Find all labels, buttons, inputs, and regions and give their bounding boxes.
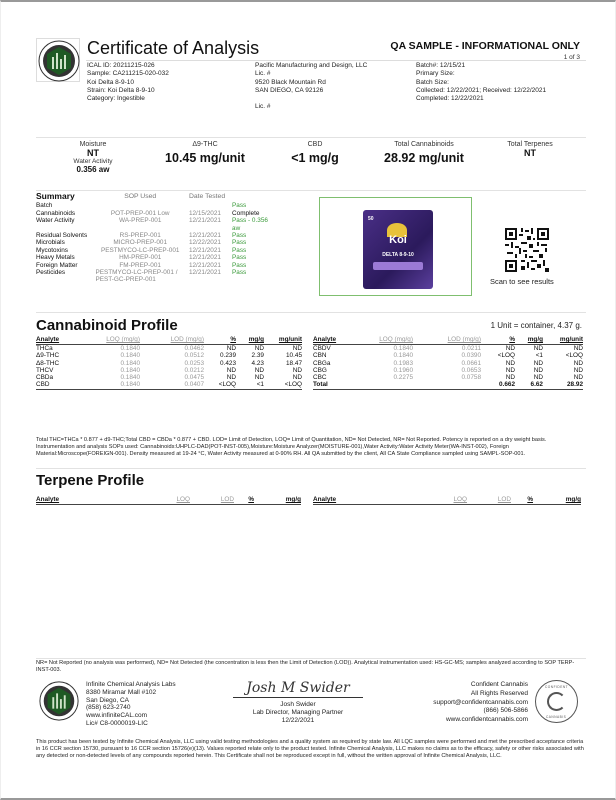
table-header: [36, 336, 302, 345]
date: 12/21/2021: [188, 254, 221, 262]
client-name: Pacific Manufacturing and Design, LLC: [255, 62, 368, 69]
header-divider: [86, 60, 586, 61]
confident-cannabis-logo-icon: [535, 680, 578, 723]
analyte: CBC: [313, 374, 327, 382]
qr-code-icon[interactable]: [505, 228, 549, 272]
kpi-moisture: [58, 141, 128, 174]
kpi-value: 10.45 mg/unit: [165, 151, 245, 165]
signature-block: [233, 680, 363, 724]
mgg: ND: [533, 366, 543, 374]
lod: 0.0758: [461, 374, 481, 382]
lod: 0.0512: [184, 352, 204, 360]
mgunit: ND: [292, 345, 302, 352]
lab-phone: (858) 623-2740: [86, 704, 131, 712]
mgunit: <LOQ: [264, 381, 302, 389]
section-divider: [36, 468, 586, 469]
col-percent: %: [204, 336, 236, 345]
percent: ND: [505, 366, 515, 374]
strain: Strain: Koi Delta 8-9-10: [87, 86, 155, 94]
col-mgg: mg/g: [236, 336, 264, 345]
summary-table: [36, 193, 276, 284]
cc-phone: (866) 506-5866: [483, 707, 528, 715]
percent: ND: [505, 374, 515, 382]
analyte: CBD: [36, 381, 76, 389]
batch-size: Batch Size:: [416, 78, 449, 86]
cannabinoid-table-left: [36, 336, 302, 390]
kpi-value: <1 mg/g: [291, 151, 339, 165]
analyte: THCa: [36, 345, 53, 352]
lod: 0.0475: [184, 374, 204, 382]
lod: 0.0212: [184, 366, 204, 374]
mgunit: ND: [292, 366, 302, 374]
loq: 0.2275: [393, 374, 413, 382]
sop: POT-PREP-001 Low: [110, 209, 170, 217]
percent: 0.662: [481, 381, 515, 389]
table-row: [36, 374, 302, 381]
date: [185, 202, 228, 209]
lab-website[interactable]: www.infiniteCAL.com: [86, 712, 148, 720]
col-mgunit: mg/unit: [543, 336, 583, 345]
sop: WA-PREP-001: [119, 217, 162, 225]
kpi-total-cannabinoids: [364, 141, 484, 165]
signature-date: 12/22/2021: [281, 716, 315, 724]
result: Pass: [232, 254, 247, 262]
result: Pass: [232, 246, 247, 254]
test-name: Mycotoxins: [36, 246, 68, 254]
lod: 0.0407: [140, 381, 204, 389]
percent: <LOQ: [497, 352, 515, 360]
percent: ND: [226, 374, 236, 382]
test-name: Batch: [36, 202, 53, 210]
loq: 0.1840: [120, 345, 140, 352]
mgunit: <LOQ: [565, 352, 583, 360]
percent: ND: [505, 359, 515, 367]
lab-name: Infinite Chemical Analysis Labs: [86, 681, 176, 688]
mgg: 6.62: [515, 381, 543, 389]
lod: 0.0390: [461, 352, 481, 360]
client-license-2: Lic. #: [255, 103, 271, 111]
col-analyte: Analyte: [36, 336, 76, 345]
loq: 0.1840: [76, 381, 140, 389]
lab-license: Lic# C8-0000019-LIC: [86, 719, 148, 727]
lab-street: 8380 Miramar Mall #102: [86, 688, 157, 696]
result: Complete: [232, 209, 260, 217]
date-header: Date Tested: [188, 193, 226, 200]
col-lod: LOD (mg/g): [140, 336, 204, 345]
analyte: CBGa: [313, 359, 331, 367]
pouch-band: [373, 262, 423, 270]
lod: 0.0661: [461, 359, 481, 367]
date: 12/22/2021: [188, 239, 221, 247]
sample-info: [87, 62, 169, 103]
batch-number: Batch#: 12/15/21: [416, 62, 466, 69]
date: 12/21/2021: [188, 246, 221, 254]
loq: 0.1960: [393, 366, 413, 374]
sop: RS-PREP-001: [119, 232, 161, 240]
loq: 0.1840: [393, 352, 413, 360]
col-mgg: mg/g: [515, 336, 543, 345]
signature: Josh M Swider: [233, 680, 363, 698]
date: 12/21/2021: [188, 261, 221, 269]
col-lod: LOD: [190, 496, 234, 505]
summary-row: [36, 247, 276, 254]
kpi-thc: [150, 141, 260, 165]
section-divider: [36, 658, 586, 659]
lab-city: San Diego, CA: [86, 696, 129, 704]
kpi-value: 28.92 mg/unit: [384, 151, 464, 165]
sop: MICRO-PREP-001: [113, 239, 167, 247]
client-city: SAN DIEGO, CA 92126: [255, 86, 324, 94]
kpi-label: Total Terpenes: [507, 141, 553, 148]
analyte: Δ9-THC: [36, 352, 60, 360]
signer-name: Josh Swider: [280, 701, 316, 708]
result: Pass: [232, 269, 247, 277]
cc-c-glyph: [547, 692, 566, 711]
col-loq: LOQ: [146, 496, 190, 505]
analyte: Total: [313, 381, 353, 389]
test-name: Pesticides: [36, 269, 66, 277]
mgunit: ND: [292, 374, 302, 382]
percent: ND: [226, 366, 236, 374]
table-row: [313, 352, 583, 359]
percent: ND: [226, 345, 236, 352]
col-analyte: Analyte: [313, 496, 423, 505]
loq: [353, 381, 413, 389]
cc-logo-top: CONFIDENT: [545, 685, 569, 689]
result: Pass: [232, 261, 247, 269]
test-name: Heavy Metals: [36, 254, 75, 262]
date: 12/15/2021: [188, 209, 221, 217]
kpi-divider-bottom: [36, 190, 586, 191]
kpi-label: Moisture: [79, 141, 107, 148]
analyte: THCV: [36, 366, 54, 374]
col-percent: %: [511, 496, 533, 505]
col-loq: LOQ: [423, 496, 467, 505]
col-lod: LOD (mg/g): [413, 336, 481, 345]
summary-row: [36, 239, 276, 246]
mgg: <1: [236, 381, 264, 389]
kpi-label: Total Cannabinoids: [394, 141, 454, 148]
col-analyte: Analyte: [36, 496, 146, 505]
client-license: Lic. #: [255, 70, 271, 78]
mgg: ND: [533, 374, 543, 382]
test-name: Foreign Matter: [36, 261, 78, 269]
kpi-label: Δ9-THC: [192, 141, 218, 148]
terpene-table-left: [36, 496, 301, 505]
table-row: [313, 367, 583, 374]
cannabinoid-table-right: [313, 336, 583, 390]
cc-logo-bottom: CANNABIS: [546, 715, 567, 719]
table-row: [36, 345, 302, 353]
mgunit: ND: [573, 345, 583, 352]
analyte: CBG: [313, 366, 327, 374]
col-analyte: Analyte: [313, 336, 353, 345]
primary-size: Primary Size:: [416, 70, 455, 78]
mgg: <1: [535, 352, 543, 360]
section-divider: [36, 312, 586, 313]
test-name: Cannabinoids: [36, 209, 76, 217]
terpene-table-right: [313, 496, 581, 505]
sop: PESTMYCO-LC-PREP-001: [100, 246, 180, 254]
table-row: [313, 345, 583, 353]
client-street: 9520 Black Mountain Rd: [255, 78, 326, 86]
col-lod: LOD: [467, 496, 511, 505]
loq: 0.1840: [393, 345, 413, 352]
mgunit: ND: [573, 366, 583, 374]
product-photo: [319, 197, 472, 296]
table-row: [313, 360, 583, 367]
document-title: Certificate of Analysis: [87, 38, 260, 58]
col-loq: LOQ (mg/g): [76, 336, 140, 345]
mgunit: 28.92: [543, 381, 583, 389]
date: 12/21/2021: [188, 232, 221, 240]
summary-row: [36, 202, 276, 209]
result: Pass - 0.356 aw: [232, 217, 268, 232]
loq: 0.1840: [120, 366, 140, 374]
percent: 0.239: [220, 352, 236, 360]
summary-header: [36, 193, 276, 202]
loq: 0.1840: [120, 374, 140, 382]
mgg: ND: [254, 345, 264, 352]
cannabinoid-notes: Total THC=THCa * 0.877 + d9-THC;Total CBD = CBDa * 0.877 + CBD. LOD= Limit of Detection, LOQ= Limit of Quantitation, ND= Not Detected, NR= Not Reported. Potency is reported on a dry weight basis. Instrumentation and analysis SOPs used: Cannabinoids:UHPLC-DAD(POT-INST-005),Moisture:Moisture Analyzer(MOISTURE-001),Water Activity:Water Activity Meter(WA-INST-002), Foreign Material:Microscope(FOREIGN-001). Density measured at 19-24 °C, Water Activity measured at 0-90% RH. All QA submitted by the client, All CA State Compliance sampled using SAMPL-SOP-001.: [36, 437, 547, 457]
qr-caption: Scan to see results: [490, 277, 554, 286]
mgg: ND: [533, 345, 543, 352]
signer-info: [233, 701, 363, 724]
summary-heading: Summary: [36, 191, 75, 201]
collected-received: Collected: 12/22/2021; Received: 12/22/2021: [416, 86, 547, 94]
lab-logo-icon: [36, 38, 80, 82]
pouch-brand: Koi: [389, 234, 407, 246]
kpi-label: CBD: [307, 141, 323, 148]
lod: [413, 381, 481, 389]
terpene-profile-title: Terpene Profile: [36, 472, 145, 489]
lod: 0.0653: [461, 366, 481, 374]
mgunit: ND: [573, 374, 583, 382]
cc-website[interactable]: www.confidentcannabis.com: [445, 716, 528, 724]
test-name: Microbials: [36, 239, 65, 247]
cc-name: Confident Cannabis: [470, 681, 528, 688]
col-loq: LOQ (mg/g): [353, 336, 413, 345]
summary-row: [36, 254, 276, 261]
table-header: [313, 496, 581, 505]
table-row: [36, 367, 302, 374]
mgg: 4.23: [251, 359, 264, 367]
result: Pass: [232, 232, 247, 240]
table-header: [313, 336, 583, 345]
result: Pass: [232, 239, 247, 247]
kpi-total-terpenes: [490, 141, 570, 158]
table-row: [36, 381, 302, 389]
kpi-sub-label: Water Activity: [73, 158, 113, 165]
percent: <LOQ: [204, 381, 236, 389]
loq: 0.1983: [393, 359, 413, 367]
kpi-value: NT: [87, 148, 99, 158]
col-mgg: mg/g: [254, 496, 301, 505]
unit-note: 1 Unit = container, 4.37 g.: [490, 321, 582, 330]
terpene-notes: NR= Not Reported (no analysis was performed), ND= Not Detected (the concentration is less then the Limit of Detection (LOD)). Analytical instrumentation used: HS-GC-MS; samples analyzed according to SOP TERP-INST-003.: [36, 660, 575, 673]
lod: 0.0462: [184, 345, 204, 352]
mgg: ND: [533, 359, 543, 367]
sop: FM-PREP-001: [119, 261, 161, 269]
col-percent: %: [234, 496, 254, 505]
product-pouch-image: [363, 210, 433, 289]
table-row: [36, 352, 302, 359]
lab-footer-logo-icon: [38, 680, 80, 722]
table-header: [36, 496, 301, 505]
percent: ND: [505, 345, 515, 352]
confident-cannabis-contact: [433, 681, 528, 725]
cc-rights: All Rights Reserved: [470, 689, 528, 697]
loq: 0.1840: [120, 359, 140, 367]
pouch-product: DELTA 8-9-10: [382, 252, 414, 258]
sop: [95, 202, 185, 209]
table-row-total: [313, 381, 583, 389]
col-percent: %: [481, 336, 515, 345]
sample-id: Sample: CA211215-020-032: [87, 70, 169, 78]
pouch-count: 50: [368, 216, 374, 222]
mgunit: 18.47: [286, 359, 302, 367]
product-name: Koi Delta 8-9-10: [87, 78, 134, 86]
lod: 0.0211: [461, 345, 481, 352]
qa-banner: QA SAMPLE - INFORMATIONAL ONLY: [390, 40, 580, 52]
loq: 0.1840: [120, 352, 140, 360]
date: 12/21/2021: [188, 217, 221, 225]
page-number: 1 of 3: [563, 54, 580, 61]
col-mgg: mg/g: [533, 496, 581, 505]
spacer: [255, 95, 367, 103]
test-name: Residual Solvents: [36, 232, 88, 240]
cannabinoid-profile-title: Cannabinoid Profile: [36, 317, 178, 334]
legal-disclaimer: This product has been tested by Infinite Chemical Analysis, LLC using valid testing methodologies and a quality system as required by state law. All LQC samples were performed and met the prescribed acceptance criteria in 16 CCR section 15730, pursuant to 16 CCR section 15726(e)(13). Values reported relate only to the product tested. Infinite Chemical Analysis, LLC makes no claims as to the efficacy, safety or other risks associated with any detected or non-detected levels of any compounds reported herein. This Certificate shall not be reproduced except in full, without the written approval of Infinite Chemical Analysis, LLC.: [36, 739, 584, 759]
kpi-cbd: [265, 141, 365, 165]
sop-header: SOP Used: [124, 193, 157, 200]
result: Pass: [232, 202, 247, 210]
test-name: Water Activity: [36, 217, 75, 225]
mgunit: ND: [573, 359, 583, 367]
lab-contact: [86, 681, 176, 728]
cc-email[interactable]: support@confidentcannabis.com: [433, 698, 528, 706]
table-row: [313, 374, 583, 381]
analyte: CBDV: [313, 345, 331, 352]
summary-row: [36, 262, 276, 269]
completed-date: Completed: 12/22/2021: [416, 95, 484, 103]
kpi-divider-top: [36, 137, 586, 138]
mgg: ND: [254, 374, 264, 382]
summary-row: [36, 232, 276, 239]
signer-title: Lab Director, Managing Partner: [252, 708, 344, 716]
batch-info: [416, 62, 546, 103]
sop: PESTMYCO-LC-PREP-001 / PEST-GC-PREP-001: [95, 269, 178, 284]
table-row: [36, 360, 302, 367]
analyte: CBN: [313, 352, 327, 360]
category: Category: Ingestible: [87, 95, 145, 103]
summary-row: [36, 210, 276, 217]
kpi-value: NT: [524, 148, 536, 158]
client-info: [255, 62, 367, 112]
summary-row: [36, 269, 276, 284]
sop: HM-PREP-001: [119, 254, 162, 262]
mgg: 2.39: [251, 352, 264, 360]
kpi-sub-value: 0.356 aw: [76, 165, 110, 174]
summary-row: [36, 217, 276, 232]
lod: 0.0253: [184, 359, 204, 367]
col-mgunit: mg/unit: [264, 336, 302, 345]
ical-id: ICAL ID: 20211215-026: [87, 62, 155, 69]
percent: 0.423: [220, 359, 236, 367]
mgg: ND: [254, 366, 264, 374]
mgunit: 10.45: [286, 352, 302, 360]
result-header: [228, 193, 276, 202]
analyte: Δ8-THC: [36, 359, 60, 367]
analyte: CBDa: [36, 374, 54, 382]
date: 12/21/2021: [188, 269, 221, 277]
